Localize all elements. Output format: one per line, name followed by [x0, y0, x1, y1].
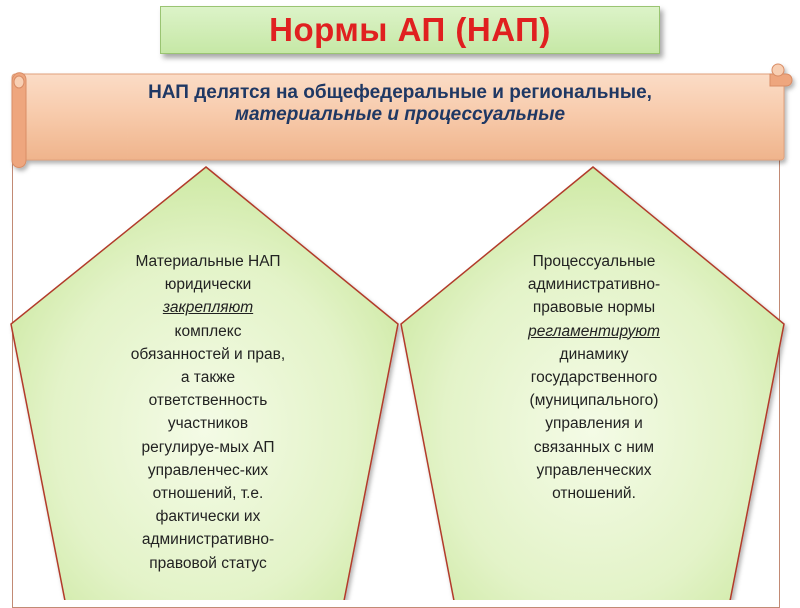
banner-text [30, 82, 770, 126]
banner-line-1: НАП делятся на общефедеральные и региональные, [148, 82, 652, 103]
left-line: управленчес-ких [147, 461, 269, 479]
right-keyword: регламентируют [528, 322, 660, 340]
right-line: (муниципального) [529, 392, 659, 410]
right-line: правовые нормы [532, 299, 656, 317]
right-line: динамику [559, 345, 629, 363]
page-title: Нормы АП (НАП) [269, 11, 551, 48]
right-line: государственного [530, 369, 658, 387]
right-line: административно- [527, 276, 661, 294]
left-line: участников [167, 415, 249, 433]
left-line: ответственность [148, 392, 268, 410]
left-line: правовой статус [149, 554, 267, 572]
left-line: административно- [141, 531, 275, 549]
left-line: Материальные НАП [135, 253, 281, 270]
left-keyword: закрепляют [162, 299, 254, 317]
left-line: комплекс [174, 322, 242, 340]
left-line: регулируе-мых АП [141, 438, 275, 456]
right-line: связанных с ним [533, 438, 655, 456]
right-line: Процессуальные [532, 253, 656, 270]
procedural-norms-text [476, 250, 712, 505]
left-line: юридически [164, 276, 252, 294]
banner-line-2: материальные и процессуальные [234, 104, 566, 125]
material-norms-text [88, 250, 328, 575]
left-line: обязанностей и прав, [130, 345, 286, 363]
right-line: отношений. [552, 485, 636, 503]
left-line: отношений, т.е. [152, 485, 264, 503]
right-line: управленческих [536, 461, 652, 479]
right-line: управления и [545, 415, 643, 433]
left-line: а также [180, 369, 236, 387]
left-line: фактически их [155, 508, 261, 526]
